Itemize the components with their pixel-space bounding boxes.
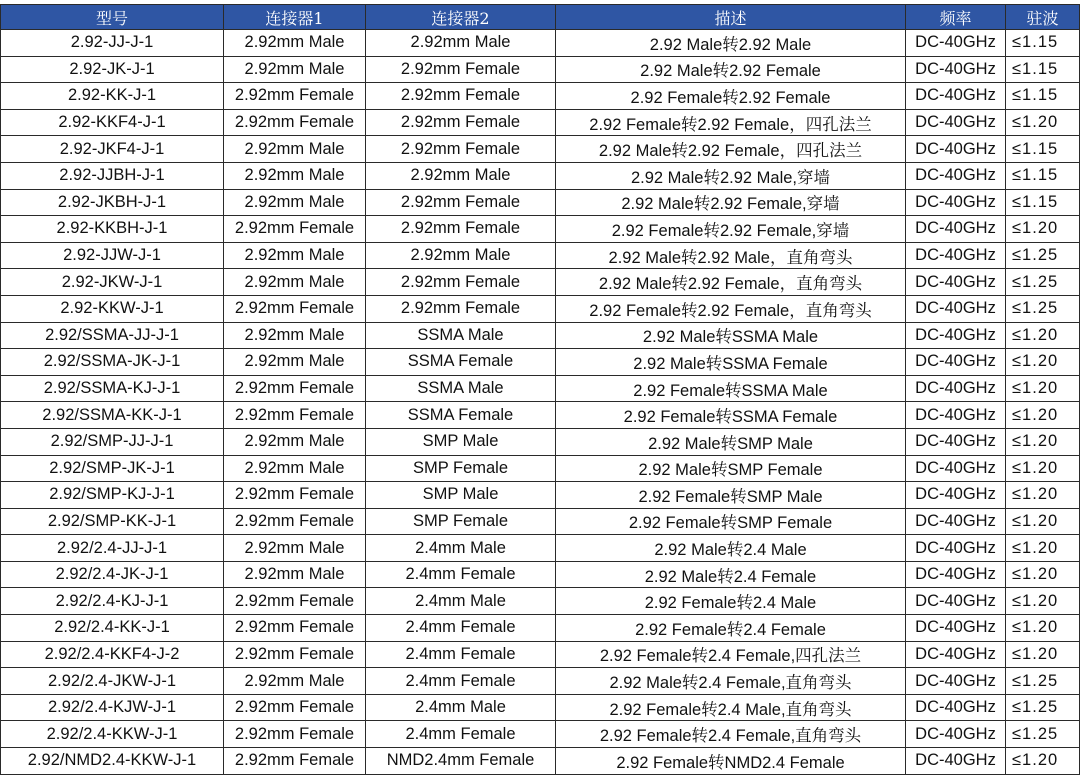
model-cell: 2.92/SMP-KJ-J-1 (1, 482, 224, 509)
vswr-cell: ≤1.20 (1006, 561, 1080, 588)
table-row (1, 402, 1080, 429)
vswr-cell: ≤1.15 (1006, 162, 1080, 189)
connector2-cell: 2.4mm Female (366, 721, 556, 748)
connector1-cell: 2.92mm Male (224, 136, 366, 163)
vswr-cell: ≤1.20 (1006, 349, 1080, 376)
model-cell: 2.92/SSMA-KK-J-1 (1, 402, 224, 429)
table-row (1, 136, 1080, 163)
frequency-cell: DC-40GHz (906, 721, 1006, 748)
column-header-connector2: 连接器2 (366, 5, 556, 30)
connector1-cell: 2.92mm Female (224, 216, 366, 243)
connector2-cell: SSMA Female (366, 349, 556, 376)
connector1-cell: 2.92mm Male (224, 242, 366, 269)
frequency-cell: DC-40GHz (906, 561, 1006, 588)
connector2-cell: 2.4mm Female (366, 641, 556, 668)
frequency-cell: DC-40GHz (906, 162, 1006, 189)
table-row (1, 216, 1080, 243)
frequency-cell: DC-40GHz (906, 375, 1006, 402)
vswr-cell: ≤1.20 (1006, 109, 1080, 136)
vswr-cell: ≤1.20 (1006, 455, 1080, 482)
connector1-cell: 2.92mm Male (224, 535, 366, 562)
model-cell: 2.92/2.4-JK-J-1 (1, 561, 224, 588)
vswr-cell: ≤1.20 (1006, 615, 1080, 642)
description-cell: 2.92 Male转2.92 Female，四孔法兰 (556, 136, 906, 163)
connector2-cell: 2.92mm Female (366, 83, 556, 110)
description-cell: 2.92 Male转2.4 Male (556, 535, 906, 562)
vswr-cell: ≤1.25 (1006, 668, 1080, 695)
table-row (1, 109, 1080, 136)
connector1-cell: 2.92mm Female (224, 109, 366, 136)
table-row (1, 561, 1080, 588)
frequency-cell: DC-40GHz (906, 748, 1006, 775)
model-cell: 2.92/2.4-JJ-J-1 (1, 535, 224, 562)
connector1-cell: 2.92mm Male (224, 269, 366, 296)
connector1-cell: 2.92mm Female (224, 482, 366, 509)
model-cell: 2.92/2.4-KKF4-J-2 (1, 641, 224, 668)
connector2-cell: 2.4mm Female (366, 615, 556, 642)
frequency-cell: DC-40GHz (906, 322, 1006, 349)
model-cell: 2.92-JJW-J-1 (1, 242, 224, 269)
vswr-cell: ≤1.25 (1006, 295, 1080, 322)
header-row (1, 5, 1080, 30)
table-row (1, 375, 1080, 402)
description-cell: 2.92 Male转2.92 Female,穿墙 (556, 189, 906, 216)
vswr-cell: ≤1.20 (1006, 588, 1080, 615)
table-row (1, 428, 1080, 455)
table-row (1, 269, 1080, 296)
connector2-cell: 2.92mm Male (366, 30, 556, 57)
description-cell: 2.92 Female转SSMA Male (556, 375, 906, 402)
frequency-cell: DC-40GHz (906, 109, 1006, 136)
vswr-cell: ≤1.25 (1006, 269, 1080, 296)
vswr-cell: ≤1.20 (1006, 748, 1080, 775)
description-cell: 2.92 Male转SSMA Male (556, 322, 906, 349)
column-header-vswr: 驻波 (1006, 5, 1080, 30)
table-row (1, 535, 1080, 562)
connector1-cell: 2.92mm Female (224, 694, 366, 721)
model-cell: 2.92/NMD2.4-KKW-J-1 (1, 748, 224, 775)
frequency-cell: DC-40GHz (906, 269, 1006, 296)
model-cell: 2.92-JJBH-J-1 (1, 162, 224, 189)
table-row (1, 349, 1080, 376)
connector2-cell: 2.4mm Male (366, 694, 556, 721)
vswr-cell: ≤1.20 (1006, 375, 1080, 402)
description-cell: 2.92 Female转SMP Female (556, 508, 906, 535)
vswr-cell: ≤1.25 (1006, 242, 1080, 269)
connector2-cell: 2.92mm Female (366, 136, 556, 163)
connector1-cell: 2.92mm Male (224, 322, 366, 349)
connector1-cell: 2.92mm Female (224, 588, 366, 615)
connector2-cell: 2.4mm Female (366, 668, 556, 695)
connector2-cell: SMP Female (366, 455, 556, 482)
model-cell: 2.92-KKW-J-1 (1, 295, 224, 322)
connector2-cell: SMP Male (366, 428, 556, 455)
vswr-cell: ≤1.20 (1006, 641, 1080, 668)
table-row (1, 668, 1080, 695)
column-header-description: 描述 (556, 5, 906, 30)
model-cell: 2.92/SSMA-JK-J-1 (1, 349, 224, 376)
connector1-cell: 2.92mm Male (224, 668, 366, 695)
model-cell: 2.92/SMP-JK-J-1 (1, 455, 224, 482)
table-row (1, 83, 1080, 110)
model-cell: 2.92/SSMA-JJ-J-1 (1, 322, 224, 349)
table-row (1, 721, 1080, 748)
table-body (1, 30, 1080, 775)
frequency-cell: DC-40GHz (906, 455, 1006, 482)
connector2-cell: 2.92mm Female (366, 216, 556, 243)
description-cell: 2.92 Male转SMP Male (556, 428, 906, 455)
table-row (1, 322, 1080, 349)
model-cell: 2.92/2.4-KJ-J-1 (1, 588, 224, 615)
frequency-cell: DC-40GHz (906, 56, 1006, 83)
table-row (1, 189, 1080, 216)
connector2-cell: SMP Male (366, 482, 556, 509)
description-cell: 2.92 Male转SSMA Female (556, 349, 906, 376)
vswr-cell: ≤1.15 (1006, 30, 1080, 57)
model-cell: 2.92/2.4-KKW-J-1 (1, 721, 224, 748)
frequency-cell: DC-40GHz (906, 83, 1006, 110)
connector1-cell: 2.92mm Female (224, 748, 366, 775)
vswr-cell: ≤1.20 (1006, 482, 1080, 509)
frequency-cell: DC-40GHz (906, 216, 1006, 243)
model-cell: 2.92-JJ-J-1 (1, 30, 224, 57)
frequency-cell: DC-40GHz (906, 402, 1006, 429)
vswr-cell: ≤1.25 (1006, 694, 1080, 721)
connector2-cell: 2.92mm Female (366, 269, 556, 296)
model-cell: 2.92-JKBH-J-1 (1, 189, 224, 216)
description-cell: 2.92 Male转2.92 Female (556, 56, 906, 83)
model-cell: 2.92-KKF4-J-1 (1, 109, 224, 136)
description-cell: 2.92 Female转2.92 Female (556, 83, 906, 110)
table-row (1, 508, 1080, 535)
description-cell: 2.92 Female转2.92 Female,穿墙 (556, 216, 906, 243)
vswr-cell: ≤1.20 (1006, 402, 1080, 429)
table-row (1, 615, 1080, 642)
connector1-cell: 2.92mm Male (224, 189, 366, 216)
table-row (1, 242, 1080, 269)
connector2-cell: SSMA Male (366, 375, 556, 402)
connector1-cell: 2.92mm Female (224, 295, 366, 322)
description-cell: 2.92 Female转2.4 Female (556, 615, 906, 642)
vswr-cell: ≤1.15 (1006, 189, 1080, 216)
vswr-cell: ≤1.20 (1006, 535, 1080, 562)
connector1-cell: 2.92mm Male (224, 428, 366, 455)
description-cell: 2.92 Male转2.92 Male (556, 30, 906, 57)
connector2-cell: 2.92mm Female (366, 109, 556, 136)
frequency-cell: DC-40GHz (906, 189, 1006, 216)
vswr-cell: ≤1.15 (1006, 83, 1080, 110)
column-header-frequency: 频率 (906, 5, 1006, 30)
model-cell: 2.92-KK-J-1 (1, 83, 224, 110)
description-cell: 2.92 Male转2.4 Female (556, 561, 906, 588)
frequency-cell: DC-40GHz (906, 535, 1006, 562)
column-header-model: 型号 (1, 5, 224, 30)
description-cell: 2.92 Female转2.4 Female,直角弯头 (556, 721, 906, 748)
frequency-cell: DC-40GHz (906, 641, 1006, 668)
description-cell: 2.92 Female转2.92 Female，四孔法兰 (556, 109, 906, 136)
connector1-cell: 2.92mm Female (224, 615, 366, 642)
table-row (1, 162, 1080, 189)
description-cell: 2.92 Female转2.4 Female,四孔法兰 (556, 641, 906, 668)
connector2-cell: 2.92mm Male (366, 242, 556, 269)
table-header (1, 5, 1080, 30)
table-row (1, 588, 1080, 615)
connector1-cell: 2.92mm Male (224, 349, 366, 376)
frequency-cell: DC-40GHz (906, 508, 1006, 535)
vswr-cell: ≤1.20 (1006, 508, 1080, 535)
connector2-cell: 2.4mm Male (366, 588, 556, 615)
connector1-cell: 2.92mm Male (224, 56, 366, 83)
connector1-cell: 2.92mm Female (224, 375, 366, 402)
description-cell: 2.92 Female转NMD2.4 Female (556, 748, 906, 775)
connector2-cell: 2.92mm Female (366, 189, 556, 216)
connector1-cell: 2.92mm Female (224, 402, 366, 429)
connector2-cell: NMD2.4mm Female (366, 748, 556, 775)
connector1-cell: 2.92mm Male (224, 561, 366, 588)
frequency-cell: DC-40GHz (906, 349, 1006, 376)
connector2-cell: 2.4mm Male (366, 535, 556, 562)
model-cell: 2.92-KKBH-J-1 (1, 216, 224, 243)
frequency-cell: DC-40GHz (906, 588, 1006, 615)
adapter-spec-table (0, 4, 1080, 775)
table-row (1, 56, 1080, 83)
frequency-cell: DC-40GHz (906, 615, 1006, 642)
vswr-cell: ≤1.20 (1006, 216, 1080, 243)
column-header-connector1: 连接器1 (224, 5, 366, 30)
description-cell: 2.92 Male转2.92 Female，直角弯头 (556, 269, 906, 296)
frequency-cell: DC-40GHz (906, 482, 1006, 509)
table-row (1, 30, 1080, 57)
table-row (1, 482, 1080, 509)
model-cell: 2.92/SMP-KK-J-1 (1, 508, 224, 535)
model-cell: 2.92/SSMA-KJ-J-1 (1, 375, 224, 402)
frequency-cell: DC-40GHz (906, 30, 1006, 57)
connector2-cell: 2.92mm Male (366, 162, 556, 189)
model-cell: 2.92-JKW-J-1 (1, 269, 224, 296)
connector2-cell: 2.4mm Female (366, 561, 556, 588)
model-cell: 2.92-JK-J-1 (1, 56, 224, 83)
description-cell: 2.92 Male转2.4 Female,直角弯头 (556, 668, 906, 695)
connector1-cell: 2.92mm Male (224, 30, 366, 57)
model-cell: 2.92/2.4-KJW-J-1 (1, 694, 224, 721)
vswr-cell: ≤1.20 (1006, 322, 1080, 349)
description-cell: 2.92 Male转2.92 Male,穿墙 (556, 162, 906, 189)
description-cell: 2.92 Female转2.4 Male,直角弯头 (556, 694, 906, 721)
model-cell: 2.92-JKF4-J-1 (1, 136, 224, 163)
connector2-cell: 2.92mm Female (366, 56, 556, 83)
frequency-cell: DC-40GHz (906, 295, 1006, 322)
model-cell: 2.92/2.4-JKW-J-1 (1, 668, 224, 695)
description-cell: 2.92 Female转2.4 Male (556, 588, 906, 615)
description-cell: 2.92 Male转2.92 Male，直角弯头 (556, 242, 906, 269)
frequency-cell: DC-40GHz (906, 694, 1006, 721)
connector2-cell: SSMA Male (366, 322, 556, 349)
description-cell: 2.92 Female转2.92 Female，直角弯头 (556, 295, 906, 322)
vswr-cell: ≤1.15 (1006, 136, 1080, 163)
table-row (1, 641, 1080, 668)
table-row (1, 455, 1080, 482)
description-cell: 2.92 Female转SMP Male (556, 482, 906, 509)
connector1-cell: 2.92mm Male (224, 162, 366, 189)
connector1-cell: 2.92mm Female (224, 508, 366, 535)
frequency-cell: DC-40GHz (906, 668, 1006, 695)
connector1-cell: 2.92mm Female (224, 641, 366, 668)
model-cell: 2.92/2.4-KK-J-1 (1, 615, 224, 642)
table-row (1, 295, 1080, 322)
model-cell: 2.92/SMP-JJ-J-1 (1, 428, 224, 455)
vswr-cell: ≤1.15 (1006, 56, 1080, 83)
description-cell: 2.92 Female转SSMA Female (556, 402, 906, 429)
frequency-cell: DC-40GHz (906, 136, 1006, 163)
vswr-cell: ≤1.25 (1006, 721, 1080, 748)
frequency-cell: DC-40GHz (906, 242, 1006, 269)
connector1-cell: 2.92mm Male (224, 455, 366, 482)
connector2-cell: 2.92mm Female (366, 295, 556, 322)
connector2-cell: SMP Female (366, 508, 556, 535)
connector1-cell: 2.92mm Female (224, 83, 366, 110)
vswr-cell: ≤1.20 (1006, 428, 1080, 455)
description-cell: 2.92 Male转SMP Female (556, 455, 906, 482)
frequency-cell: DC-40GHz (906, 428, 1006, 455)
table-row (1, 748, 1080, 775)
table-row (1, 694, 1080, 721)
connector2-cell: SSMA Female (366, 402, 556, 429)
connector1-cell: 2.92mm Female (224, 721, 366, 748)
